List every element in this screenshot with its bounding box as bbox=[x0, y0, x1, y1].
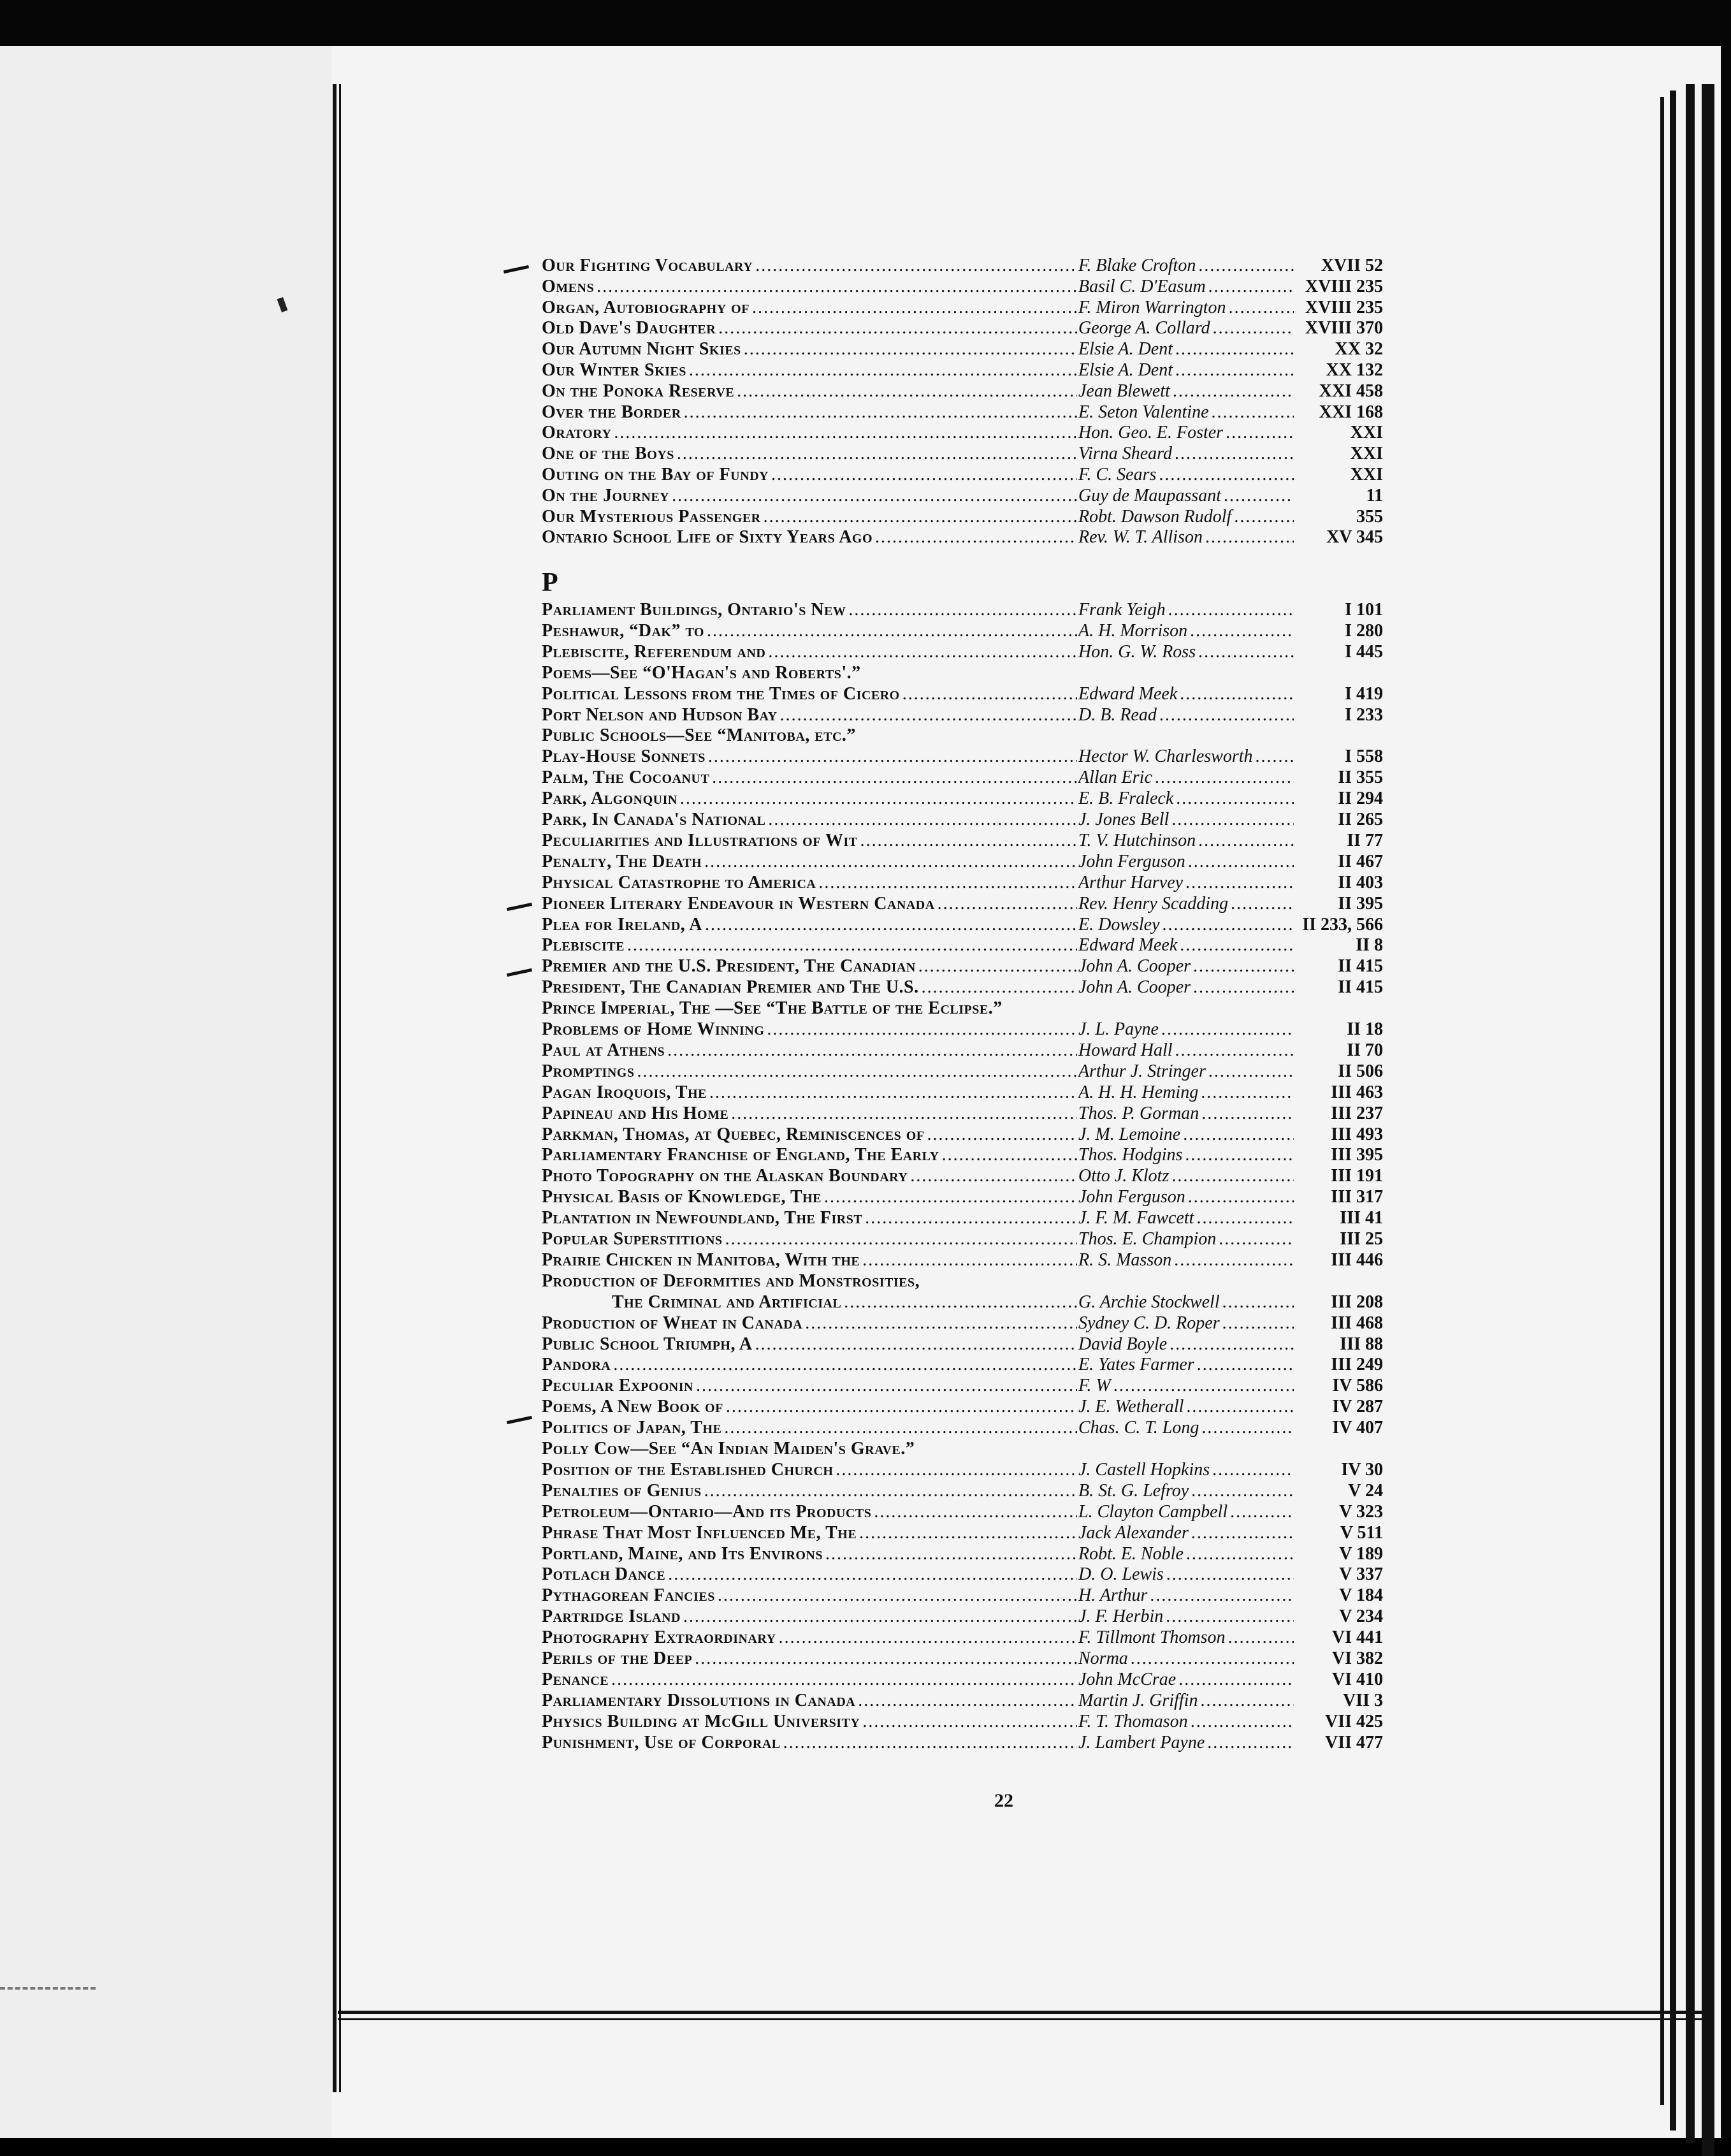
index-entry bbox=[542, 1564, 1383, 1585]
entry-author: F. T. Thomason ..... bbox=[1078, 1711, 1327, 1732]
entry-title: Public School Triumph, A ..... bbox=[542, 1334, 1077, 1355]
index-entry bbox=[542, 725, 1358, 746]
index-entry bbox=[542, 443, 1383, 464]
entry-title: Parliamentary Dissolutions in Canada ..... bbox=[542, 1690, 1077, 1711]
entry-volume-page: II 77 bbox=[1294, 830, 1383, 851]
entry-volume-page: II 18 bbox=[1294, 1019, 1383, 1040]
entry-volume-page: III 395 bbox=[1294, 1144, 1383, 1165]
entry-volume-page: II 265 bbox=[1294, 809, 1383, 830]
entry-title: Play-House Sonnets ..... bbox=[542, 746, 1077, 767]
adjacent-page bbox=[0, 46, 331, 2138]
index-entry bbox=[542, 1732, 1383, 1753]
index-entry bbox=[542, 683, 1383, 704]
index-entry bbox=[542, 276, 1383, 297]
entry-title: Omens ..... bbox=[542, 276, 1077, 297]
entry-author: Otto J. Klotz ..... bbox=[1078, 1165, 1327, 1186]
entry-title: Park, Algonquin ..... bbox=[542, 788, 1077, 809]
entry-volume-page: III 88 bbox=[1294, 1334, 1383, 1355]
index-entry bbox=[542, 956, 1383, 977]
entry-author: Martin J. Griffin ..... bbox=[1078, 1690, 1327, 1711]
entry-author: Arthur J. Stringer ..... bbox=[1078, 1061, 1327, 1082]
index-entry bbox=[542, 527, 1383, 548]
index-entry bbox=[542, 1271, 1358, 1292]
entry-volume-page: XVIII 235 bbox=[1294, 297, 1383, 318]
index-entry bbox=[542, 1459, 1383, 1480]
entry-title: On the Journey ..... bbox=[542, 485, 1077, 506]
index-entry bbox=[542, 788, 1383, 809]
entry-author: E. Yates Farmer ..... bbox=[1078, 1354, 1327, 1375]
entry-author: Robt. E. Noble ..... bbox=[1078, 1543, 1327, 1564]
bottom-border-line bbox=[338, 2011, 1714, 2014]
entry-author: Hon. G. W. Ross ..... bbox=[1078, 641, 1327, 662]
entry-volume-page: XXI bbox=[1294, 464, 1383, 485]
entry-author: Jean Blewett ..... bbox=[1078, 381, 1327, 402]
entry-volume-page: XXI 458 bbox=[1294, 381, 1383, 402]
entry-title: Physics Building at McGill University ..... bbox=[542, 1711, 1077, 1732]
entry-author: F. Tillmont Thomson ..... bbox=[1078, 1627, 1327, 1648]
index-entry bbox=[542, 599, 1383, 620]
entry-author: F. W ..... bbox=[1078, 1375, 1327, 1396]
entry-title: Politics of Japan, The ..... bbox=[542, 1417, 1077, 1438]
entry-title: Photo Topography on the Alaskan Boundary ..... bbox=[542, 1165, 1077, 1186]
entry-title: Parliamentary Franchise of England, The Early ..... bbox=[542, 1144, 1077, 1165]
entry-title: Pagan Iroquois, The ..... bbox=[542, 1082, 1077, 1103]
scan-right-border bbox=[1721, 46, 1731, 2138]
entry-title: On the Ponoka Reserve ..... bbox=[542, 381, 1077, 402]
entry-volume-page: IV 287 bbox=[1294, 1396, 1383, 1417]
entry-volume-page: II 294 bbox=[1294, 788, 1383, 809]
index-entry bbox=[542, 935, 1383, 956]
entry-title: Plebiscite, Referendum and ..... bbox=[542, 641, 1077, 662]
entry-title: One of the Boys ..... bbox=[542, 443, 1077, 464]
index-entry bbox=[542, 662, 1358, 683]
entry-author: F. C. Sears ..... bbox=[1078, 464, 1327, 485]
entry-author: David Boyle ..... bbox=[1078, 1334, 1327, 1355]
entry-author: John McCrae ..... bbox=[1078, 1669, 1327, 1690]
entry-volume-page: VI 410 bbox=[1294, 1669, 1383, 1690]
entry-volume-page: II 8 bbox=[1294, 935, 1383, 956]
index-entry bbox=[542, 620, 1383, 641]
entry-author: E. B. Fraleck ..... bbox=[1078, 788, 1327, 809]
entry-volume-page: XX 132 bbox=[1294, 360, 1383, 381]
entry-volume-page: 355 bbox=[1294, 506, 1383, 527]
entry-title: Oratory ..... bbox=[542, 422, 1077, 443]
entry-author: Howard Hall ..... bbox=[1078, 1040, 1327, 1061]
entry-volume-page: III 191 bbox=[1294, 1165, 1383, 1186]
index-entry bbox=[542, 767, 1383, 788]
entry-author: J. Jones Bell ..... bbox=[1078, 809, 1327, 830]
entry-volume-page: XV 345 bbox=[1294, 527, 1383, 548]
entry-author: Robt. Dawson Rudolf ..... bbox=[1078, 506, 1327, 527]
index-entry bbox=[542, 914, 1383, 935]
entry-author: J. F. M. Fawcett ..... bbox=[1078, 1207, 1327, 1228]
entry-volume-page: II 506 bbox=[1294, 1061, 1383, 1082]
index-entry bbox=[542, 1648, 1383, 1669]
entry-author: Sydney C. D. Roper ..... bbox=[1078, 1313, 1327, 1334]
index-entry bbox=[542, 1165, 1383, 1186]
index-entry bbox=[542, 851, 1383, 872]
entry-volume-page: III 468 bbox=[1294, 1313, 1383, 1334]
entry-author: R. S. Masson ..... bbox=[1078, 1249, 1327, 1271]
index-entry bbox=[542, 1585, 1383, 1606]
entry-volume-page: V 511 bbox=[1294, 1522, 1383, 1543]
entry-author: L. Clayton Campbell ..... bbox=[1078, 1501, 1327, 1522]
scan-top-border bbox=[0, 0, 1731, 46]
entry-title: Portland, Maine, and Its Environs ..... bbox=[542, 1543, 1077, 1564]
entry-author: Hon. Geo. E. Foster ..... bbox=[1078, 422, 1327, 443]
entry-author: John A. Cooper ..... bbox=[1078, 956, 1327, 977]
entry-title: Peculiar Expoonin ..... bbox=[542, 1375, 1077, 1396]
entry-author: Arthur Harvey ..... bbox=[1078, 872, 1327, 893]
index-entry bbox=[542, 1334, 1383, 1355]
entry-volume-page: I 558 bbox=[1294, 746, 1383, 767]
entry-volume-page: IV 586 bbox=[1294, 1375, 1383, 1396]
index-entry bbox=[542, 1438, 1358, 1459]
index-entry bbox=[542, 1690, 1383, 1711]
right-border-line-2 bbox=[1670, 91, 1676, 2131]
entry-volume-page: III 493 bbox=[1294, 1124, 1383, 1145]
index-entry bbox=[542, 1669, 1383, 1690]
entry-title: Outing on the Bay of Fundy ..... bbox=[542, 464, 1077, 485]
index-entry bbox=[542, 317, 1383, 339]
entry-author: Guy de Maupassant ..... bbox=[1078, 485, 1327, 506]
entry-volume-page: II 70 bbox=[1294, 1040, 1383, 1061]
entry-author: Rev. W. T. Allison ..... bbox=[1078, 527, 1327, 548]
entry-title: President, The Canadian Premier and The U.S. ..... bbox=[542, 977, 1077, 998]
entry-title: Palm, The Cocoanut ..... bbox=[542, 767, 1077, 788]
entry-volume-page: I 233 bbox=[1294, 704, 1383, 725]
index-entry bbox=[542, 1711, 1383, 1732]
index-entry bbox=[542, 1082, 1383, 1103]
entry-volume-page: III 41 bbox=[1294, 1207, 1383, 1228]
index-entry bbox=[542, 1375, 1383, 1396]
index-entry bbox=[542, 297, 1383, 318]
entry-author: J. E. Wetherall ..... bbox=[1078, 1396, 1327, 1417]
entry-author: Elsie A. Dent ..... bbox=[1078, 339, 1327, 360]
entry-title: Our Autumn Night Skies ..... bbox=[542, 339, 1077, 360]
entry-author: J. F. Herbin ..... bbox=[1078, 1606, 1327, 1627]
entry-title: Promptings ..... bbox=[542, 1061, 1077, 1082]
index-entry bbox=[542, 1249, 1383, 1271]
entry-volume-page: II 233, 566 bbox=[1294, 914, 1383, 935]
entry-title: Parliament Buildings, Ontario's New ..... bbox=[542, 599, 1077, 620]
entry-author: George A. Collard ..... bbox=[1078, 317, 1327, 339]
index-entry bbox=[542, 704, 1383, 725]
entry-title: Photography Extraordinary ..... bbox=[542, 1627, 1077, 1648]
entry-volume-page: III 446 bbox=[1294, 1249, 1383, 1271]
index-entry bbox=[542, 830, 1383, 851]
entry-author: J. M. Lemoine ..... bbox=[1078, 1124, 1327, 1145]
entry-title: Public Schools—See “Manitoba, etc.” bbox=[542, 725, 856, 746]
entry-volume-page: V 234 bbox=[1294, 1606, 1383, 1627]
entry-title: Peculiarities and Illustrations of Wit ..... bbox=[542, 830, 1077, 851]
entry-title: Plebiscite ..... bbox=[542, 935, 1077, 956]
entry-volume-page: XX 32 bbox=[1294, 339, 1383, 360]
entry-title: Penalties of Genius ..... bbox=[542, 1480, 1077, 1501]
entry-volume-page: III 317 bbox=[1294, 1186, 1383, 1207]
entry-volume-page: I 445 bbox=[1294, 641, 1383, 662]
entry-author: T. V. Hutchinson ..... bbox=[1078, 830, 1327, 851]
entry-volume-page: XVIII 370 bbox=[1294, 317, 1383, 339]
entry-author: John Ferguson ..... bbox=[1078, 1186, 1327, 1207]
entry-author: A. H. Morrison ..... bbox=[1078, 620, 1327, 641]
index-entry bbox=[542, 1019, 1383, 1040]
entry-volume-page: I 101 bbox=[1294, 599, 1383, 620]
index-entry bbox=[542, 1396, 1383, 1417]
index-entry bbox=[542, 746, 1383, 767]
entry-author: Frank Yeigh ..... bbox=[1078, 599, 1327, 620]
entry-volume-page: V 24 bbox=[1294, 1480, 1383, 1501]
entry-volume-page: V 189 bbox=[1294, 1543, 1383, 1564]
entry-author: Rev. Henry Scadding ..... bbox=[1078, 893, 1327, 914]
entry-author: Thos. P. Gorman ..... bbox=[1078, 1103, 1327, 1124]
index-entry bbox=[542, 1480, 1383, 1501]
entry-title: Organ, Autobiography of ..... bbox=[542, 297, 1077, 318]
entry-title: Poems—See “O'Hagan's and Roberts'.” bbox=[542, 662, 861, 683]
entry-volume-page: VII 3 bbox=[1294, 1690, 1383, 1711]
entry-title: Pioneer Literary Endeavour in Western Canada ..... bbox=[542, 893, 1077, 914]
entry-volume-page: II 415 bbox=[1294, 956, 1383, 977]
entry-title: Physical Basis of Knowledge, The ..... bbox=[542, 1186, 1077, 1207]
entry-volume-page: III 249 bbox=[1294, 1354, 1383, 1375]
entry-volume-page: II 403 bbox=[1294, 872, 1383, 893]
entry-author: Edward Meek ..... bbox=[1078, 683, 1327, 704]
entry-title: Old Dave's Daughter ..... bbox=[542, 317, 1077, 339]
entry-title: Plantation in Newfoundland, The First ..... bbox=[542, 1207, 1077, 1228]
index-entry bbox=[542, 1103, 1383, 1124]
index-entry bbox=[542, 402, 1383, 423]
right-border-line-4 bbox=[1702, 84, 1714, 2156]
entry-author: F. Miron Warrington ..... bbox=[1078, 297, 1327, 318]
entry-volume-page: III 237 bbox=[1294, 1103, 1383, 1124]
index-entry bbox=[542, 506, 1383, 527]
entry-title: Poems, A New Book of ..... bbox=[542, 1396, 1077, 1417]
entry-title: Prince Imperial, The —See “The Battle of the Eclipse.” bbox=[542, 998, 1003, 1019]
index-entry bbox=[542, 422, 1383, 443]
index-entry bbox=[542, 1040, 1383, 1061]
left-border-line bbox=[333, 84, 337, 2092]
entry-author: F. Blake Crofton ..... bbox=[1078, 255, 1327, 276]
index-entry bbox=[542, 1207, 1383, 1228]
index-entry bbox=[542, 360, 1383, 381]
entry-title: Parkman, Thomas, at Quebec, Reminiscences of ..... bbox=[542, 1124, 1077, 1145]
entry-title: Production of Wheat in Canada ..... bbox=[542, 1313, 1077, 1334]
entry-author: John Ferguson ..... bbox=[1078, 851, 1327, 872]
entry-title: Penance ..... bbox=[542, 1669, 1077, 1690]
entry-volume-page: XXI bbox=[1294, 422, 1383, 443]
entry-title: Port Nelson and Hudson Bay ..... bbox=[542, 704, 1077, 725]
entry-author: E. Dowsley ..... bbox=[1078, 914, 1327, 935]
entry-title: Phrase That Most Influenced Me, The ..... bbox=[542, 1522, 1077, 1543]
entry-title: Papineau and His Home ..... bbox=[542, 1103, 1077, 1124]
index-entry bbox=[542, 809, 1383, 830]
entry-author: Virna Sheard ..... bbox=[1078, 443, 1327, 464]
entry-title: Our Mysterious Passenger ..... bbox=[542, 506, 1077, 527]
entry-title: Our Winter Skies ..... bbox=[542, 360, 1077, 381]
index-entry bbox=[542, 1124, 1383, 1145]
entry-author: E. Seton Valentine ..... bbox=[1078, 402, 1327, 423]
entry-title: Potlach Dance ..... bbox=[542, 1564, 1077, 1585]
entry-volume-page: V 323 bbox=[1294, 1501, 1383, 1522]
entry-title: Premier and the U.S. President, The Canadian ..... bbox=[542, 956, 1077, 977]
index-entry bbox=[542, 1186, 1383, 1207]
entry-volume-page: II 355 bbox=[1294, 767, 1383, 788]
entry-title: Paul at Athens ..... bbox=[542, 1040, 1077, 1061]
entry-volume-page: XXI 168 bbox=[1294, 402, 1383, 423]
entry-volume-page: IV 30 bbox=[1294, 1459, 1383, 1480]
entry-author: Chas. C. T. Long ..... bbox=[1078, 1417, 1327, 1438]
index-entry bbox=[542, 1417, 1383, 1438]
entry-title: Partridge Island ..... bbox=[542, 1606, 1077, 1627]
entry-author: Norma ..... bbox=[1078, 1648, 1327, 1669]
entry-title: Prairie Chicken in Manitoba, With the ..... bbox=[542, 1249, 1077, 1271]
entry-title: Polly Cow—See “An Indian Maiden's Grave.” bbox=[542, 1439, 915, 1459]
entry-author: Allan Eric ..... bbox=[1078, 767, 1327, 788]
entry-volume-page: IV 407 bbox=[1294, 1417, 1383, 1438]
entry-title: Over the Border ..... bbox=[542, 402, 1077, 423]
entry-author: Thos. E. Champion ..... bbox=[1078, 1228, 1327, 1249]
entry-title: Physical Catastrophe to America ..... bbox=[542, 872, 1077, 893]
entry-author: Thos. Hodgins ..... bbox=[1078, 1144, 1327, 1165]
entry-volume-page: I 280 bbox=[1294, 620, 1383, 641]
entry-volume-page: II 415 bbox=[1294, 977, 1383, 998]
entry-author: B. St. G. Lefroy ..... bbox=[1078, 1480, 1327, 1501]
index-entry bbox=[542, 998, 1358, 1019]
index-entry bbox=[542, 1627, 1383, 1648]
index-entry bbox=[542, 464, 1383, 485]
entry-author: J. L. Payne ..... bbox=[1078, 1019, 1327, 1040]
index-entry bbox=[542, 1606, 1383, 1627]
entry-author: Jack Alexander ..... bbox=[1078, 1522, 1327, 1543]
index-entry bbox=[542, 1501, 1383, 1522]
index-entry bbox=[542, 1522, 1383, 1543]
index-entry bbox=[542, 977, 1383, 998]
section-heading: P bbox=[542, 568, 558, 597]
entry-author: H. Arthur ..... bbox=[1078, 1585, 1327, 1606]
entry-volume-page: XVII 52 bbox=[1294, 255, 1383, 276]
index-entry bbox=[542, 641, 1383, 662]
index-entry bbox=[542, 381, 1383, 402]
entry-title: The Criminal and Artificial ..... bbox=[612, 1292, 1077, 1313]
index-entry bbox=[542, 1313, 1383, 1334]
bottom-border-line-inner bbox=[338, 2018, 1714, 2020]
index-entry bbox=[542, 1061, 1383, 1082]
entry-author: Elsie A. Dent ..... bbox=[1078, 360, 1327, 381]
dashed-edge bbox=[0, 1987, 96, 1993]
entry-author: J. Castell Hopkins ..... bbox=[1078, 1459, 1327, 1480]
entry-title: Ontario School Life of Sixty Years Ago ..... bbox=[542, 527, 1077, 548]
right-border-line-3 bbox=[1686, 84, 1695, 2143]
entry-author: Edward Meek ..... bbox=[1078, 935, 1327, 956]
left-border-line-inner bbox=[339, 84, 341, 2092]
entry-title: Popular Superstitions ..... bbox=[542, 1228, 1077, 1249]
entry-volume-page: V 337 bbox=[1294, 1564, 1383, 1585]
ink-mark bbox=[277, 297, 288, 312]
entry-volume-page: II 395 bbox=[1294, 893, 1383, 914]
entry-volume-page: III 208 bbox=[1294, 1292, 1383, 1313]
entry-author: John A. Cooper ..... bbox=[1078, 977, 1327, 998]
entry-title: Production of Deformities and Monstrosities, bbox=[542, 1271, 920, 1291]
entry-title: Problems of Home Winning ..... bbox=[542, 1019, 1077, 1040]
entry-title: Plea for Ireland, A ..... bbox=[542, 914, 1077, 935]
index-entry bbox=[542, 1354, 1383, 1375]
index-entry bbox=[542, 1292, 1383, 1313]
entry-author: D. B. Read ..... bbox=[1078, 704, 1327, 725]
entry-title: Peshawur, “Dak” to ..... bbox=[542, 620, 1077, 641]
entry-author: Basil C. D'Easum ..... bbox=[1078, 276, 1327, 297]
entry-volume-page: VII 425 bbox=[1294, 1711, 1383, 1732]
entry-volume-page: XXI bbox=[1294, 443, 1383, 464]
entry-title: Position of the Established Church ..... bbox=[542, 1459, 1077, 1480]
entry-volume-page: VII 477 bbox=[1294, 1732, 1383, 1753]
entry-volume-page: III 463 bbox=[1294, 1082, 1383, 1103]
entry-title: Penalty, The Death ..... bbox=[542, 851, 1077, 872]
index-entry bbox=[542, 1144, 1383, 1165]
right-border-line bbox=[1660, 97, 1664, 2105]
entry-author: A. H. H. Heming ..... bbox=[1078, 1082, 1327, 1103]
entry-title: Pythagorean Fancies ..... bbox=[542, 1585, 1077, 1606]
index-entry bbox=[542, 339, 1383, 360]
index-entry bbox=[542, 485, 1383, 506]
entry-volume-page: 11 bbox=[1294, 485, 1383, 506]
entry-volume-page: III 25 bbox=[1294, 1228, 1383, 1249]
entry-volume-page: II 467 bbox=[1294, 851, 1383, 872]
index-entry bbox=[542, 1228, 1383, 1249]
entry-title: Our Fighting Vocabulary ..... bbox=[542, 255, 1077, 276]
entry-author: J. Lambert Payne ..... bbox=[1078, 1732, 1327, 1753]
index-entry bbox=[542, 893, 1383, 914]
entry-author: D. O. Lewis ..... bbox=[1078, 1564, 1327, 1585]
entry-title: Pandora ..... bbox=[542, 1354, 1077, 1375]
entry-volume-page: VI 382 bbox=[1294, 1648, 1383, 1669]
entry-title: Park, In Canada's National ..... bbox=[542, 809, 1077, 830]
entry-title: Perils of the Deep ..... bbox=[542, 1648, 1077, 1669]
entry-volume-page: V 184 bbox=[1294, 1585, 1383, 1606]
entry-title: Punishment, Use of Corporal ..... bbox=[542, 1732, 1077, 1753]
index-entry bbox=[542, 1543, 1383, 1564]
entry-title: Petroleum—Ontario—And its Products ..... bbox=[542, 1501, 1077, 1522]
index-entry bbox=[542, 872, 1383, 893]
entry-volume-page: XVIII 235 bbox=[1294, 276, 1383, 297]
entry-volume-page: VI 441 bbox=[1294, 1627, 1383, 1648]
entry-title: Political Lessons from the Times of Cicero ..... bbox=[542, 683, 1077, 704]
index-entry bbox=[542, 255, 1383, 276]
entry-volume-page: I 419 bbox=[1294, 683, 1383, 704]
entry-author: G. Archie Stockwell ..... bbox=[1078, 1292, 1327, 1313]
page-number: 22 bbox=[994, 1790, 1013, 1811]
entry-author: Hector W. Charlesworth ..... bbox=[1078, 746, 1327, 767]
